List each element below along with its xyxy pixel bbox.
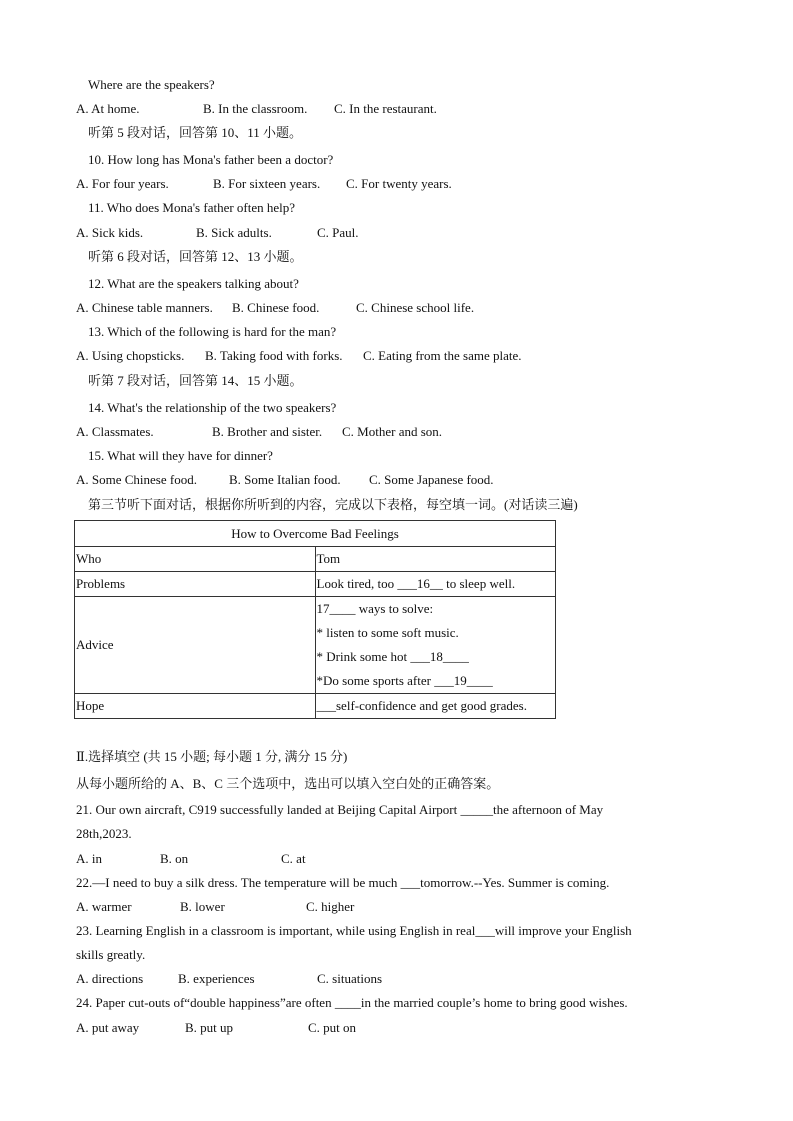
q10-option-b: B. For sixteen years.: [213, 176, 321, 191]
q11-stem: 11. Who does Mona's father often help?: [88, 200, 296, 215]
table-row-value: ___self-confidence and get good grades.: [315, 694, 556, 719]
q12-option-c: C. Chinese school life.: [356, 300, 475, 315]
q22-stem: 22.—I need to buy a silk dress. The temperature will be much ___tomorrow.--Yes. Summer is coming.: [76, 875, 610, 890]
q14-option-c: C. Mother and son.: [342, 424, 443, 439]
q11-option-b: B. Sick adults.: [196, 225, 272, 240]
table-row: [75, 572, 556, 597]
table-row-value: Tom: [315, 547, 556, 572]
q11-option-c: C. Paul.: [317, 225, 359, 240]
q24-stem: 24. Paper cut-outs of“double happiness”are often ____in the married couple’s home to bring good wishes.: [76, 995, 628, 1010]
q24-option-a: A. put away: [76, 1020, 140, 1035]
feelings-table: [74, 520, 556, 719]
q12-option-b: B. Chinese food.: [232, 300, 320, 315]
q10-option-c: C. For twenty years.: [346, 176, 452, 191]
table-row-label: Advice: [75, 597, 316, 694]
table-row: [75, 547, 556, 572]
part2-instruction: 从每小题所给的 A、B、C 三个选项中，选出可以填入空白处的正确答案。: [76, 776, 500, 791]
q22-option-b: B. lower: [180, 899, 225, 914]
q21-option-a: A. in: [76, 851, 102, 866]
q14-option-b: B. Brother and sister.: [212, 424, 323, 439]
table-row: [75, 597, 556, 694]
table-row-value: Look tired, too ___16__ to sleep well.: [315, 572, 556, 597]
q10-stem: 10. How long has Mona's father been a doctor?: [88, 152, 334, 167]
q13-option-a: A. Using chopsticks.: [76, 348, 185, 363]
q24-option-c: C. put on: [308, 1020, 357, 1035]
q15-option-a: A. Some Chinese food.: [76, 472, 197, 487]
advice-line: * Drink some hot ___18____: [316, 649, 469, 664]
q24-option-b: B. put up: [185, 1020, 234, 1035]
q12-stem: 12. What are the speakers talking about?: [88, 276, 299, 291]
advice-line: 17____ ways to solve:: [316, 601, 434, 616]
q10-option-a: A. For four years.: [76, 176, 169, 191]
q23-option-a: A. directions: [76, 971, 144, 986]
q12-option-a: A. Chinese table manners.: [76, 300, 213, 315]
q14-stem: 14. What's the relationship of the two speakers?: [88, 400, 337, 415]
dialog7-instruction: 听第 7 段对话，回答第 14、15 小题。: [88, 373, 303, 388]
table-title: How to Overcome Bad Feelings: [75, 521, 556, 547]
advice-line: * listen to some soft music.: [316, 625, 459, 640]
q9-stem: Where are the speakers?: [88, 77, 215, 92]
part2-heading: Ⅱ.选择填空 (共 15 小题; 每小题 1 分, 满分 15 分): [76, 749, 348, 764]
section3-instruction: 第三节听下面对话，根据你所听到的内容，完成以下表格，每空填一词。(对话读三遍): [88, 497, 578, 512]
q9-option-c: C. In the restaurant.: [334, 101, 437, 116]
advice-cell: [315, 597, 556, 694]
q22-option-c: C. higher: [306, 899, 355, 914]
advice-line: *Do some sports after ___19____: [316, 673, 493, 688]
q23-option-c: C. situations: [317, 971, 383, 986]
q9-option-b: B. In the classroom.: [203, 101, 308, 116]
dialog6-instruction: 听第 6 段对话，回答第 12、13 小题。: [88, 249, 303, 264]
q23-stem-line1: 23. Learning English in a classroom is important, while using English in real___will improve your English: [76, 923, 632, 938]
q21-option-c: C. at: [281, 851, 306, 866]
q15-option-c: C. Some Japanese food.: [369, 472, 494, 487]
q9-option-a: A. At home.: [76, 101, 140, 116]
q21-option-b: B. on: [160, 851, 189, 866]
q15-stem: 15. What will they have for dinner?: [88, 448, 273, 463]
q13-option-b: B. Taking food with forks.: [205, 348, 343, 363]
table-row: [75, 694, 556, 719]
q23-option-b: B. experiences: [178, 971, 255, 986]
q23-stem-line2: skills greatly.: [76, 947, 146, 962]
q21-stem-line1: 21. Our own aircraft, C919 successfully landed at Beijing Capital Airport _____the afternoon of May: [76, 802, 604, 817]
q15-option-b: B. Some Italian food.: [229, 472, 341, 487]
q21-stem-line2: 28th,2023.: [76, 826, 132, 841]
q13-option-c: C. Eating from the same plate.: [363, 348, 522, 363]
q14-option-a: A. Classmates.: [76, 424, 154, 439]
q13-stem: 13. Which of the following is hard for the man?: [88, 324, 337, 339]
table-row-label: Who: [75, 547, 316, 572]
q11-option-a: A. Sick kids.: [76, 225, 144, 240]
dialog5-instruction: 听第 5 段对话，回答第 10、11 小题。: [88, 125, 303, 140]
q22-option-a: A. warmer: [76, 899, 132, 914]
table-row-label: Hope: [75, 694, 316, 719]
table-row-label: Problems: [75, 572, 316, 597]
